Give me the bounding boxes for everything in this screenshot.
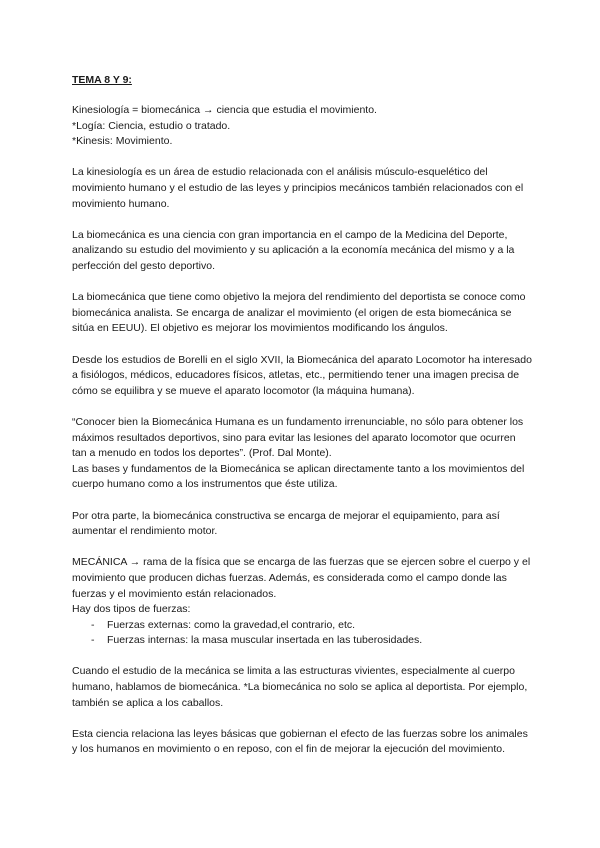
page-title: TEMA 8 Y 9: <box>72 74 132 86</box>
paragraph-bases-fundamentos: Las bases y fundamentos de la Biomecánica se aplican directamente tanto a los movimientos del cuerpo humano como a los instrumentos que éste utiliza. <box>72 462 525 491</box>
paragraph-biomecanica-constructiva: Por otra parte, la biomecánica constructiva se encarga de mejorar el equipamiento, para así aumentar el rendimiento motor. <box>72 509 500 538</box>
intro-block <box>72 103 532 150</box>
quote-dal-monte: “Conocer bien la Biomecánica Humana es un fundamento irrenunciable, no sólo para obtener los máximos resultados deportivos, sino para evitar las lesiones del aparato locomotor que ocurren tan a menudo en todos los deportes”. (Prof. Dal Monte). <box>72 415 524 460</box>
bullet-dash: - <box>91 618 95 631</box>
force-external: Fuerzas externas: como la gravedad,el contrario, etc. <box>107 618 356 631</box>
paragraph-kinesiologia: La kinesiología es un área de estudio relacionada con el análisis músculo-esquelético del movimiento humano y el estudio de las leyes y principios mecánicos también relacionados con el movimiento humano. <box>72 166 524 210</box>
paragraph-biomecanica-analista: La biomecánica que tiene como objetivo la mejora del rendimiento del deportista se conoce como biomecánica analista. Se encarga de analizar el movimiento (el origen de esta biomecánica se sitúa en EEUU). El objetivo es mejorar los movimientos modificando los ángulos. <box>72 291 526 335</box>
paragraph-estructuras-vivientes: Cuando el estudio de la mecánica se limita a las estructuras vivientes, especialmente al cuerpo humano, hablamos de biomecánica. *La biomecánica no solo se aplica al deportista. Por ejemplo, también se aplica a los caballos. <box>72 665 528 709</box>
document-page <box>72 73 532 774</box>
paragraph-leyes-basicas: Esta ciencia relaciona las leyes básicas que gobiernan el efecto de las fuerzas sobre los animales y los humanos en movimiento o en reposo, con el fin de mejorar la ejecución del movimiento. <box>72 727 528 756</box>
list-item <box>72 618 532 634</box>
list-item <box>72 633 532 649</box>
paragraph-mecanica: MECÁNICA → rama de la física que se encarga de las fuerzas que se ejercen sobre el cuerpo y el movimiento que producen dichas fuerzas. Además, es considerada como el campo donde las fuerzas y el movimiento están relacionados. <box>72 556 531 600</box>
intro-note-kinesis: *Kinesis: Movimiento. <box>72 135 173 148</box>
forces-intro: Hay dos tipos de fuerzas: <box>72 603 191 616</box>
forces-list <box>72 618 532 649</box>
quote-block <box>72 415 532 493</box>
mecanica-block <box>72 555 532 617</box>
intro-definition: Kinesiología = biomecánica → ciencia que estudia el movimiento. <box>72 104 377 117</box>
bullet-dash: - <box>91 634 95 647</box>
paragraph-borelli: Desde los estudios de Borelli en el siglo XVII, la Biomecánica del aparato Locomotor ha interesado a fisiólogos, médicos, educadores físicos, atletas, etc., permitiendo tener una imagen precisa de cómo se equilibra y se mueve el aparato locomotor (la máquina humana). <box>72 353 532 397</box>
force-internal: Fuerzas internas: la masa muscular insertada en las tuberosidades. <box>107 634 423 647</box>
intro-note-logia: *Logía: Ciencia, estudio o tratado. <box>72 119 231 132</box>
paragraph-biomecanica-medicina: La biomecánica es una ciencia con gran importancia en el campo de la Medicina del Deporte, analizando su estudio del movimiento y su aplicación a la economía mecánica del mismo y a la perfección del gesto deportivo. <box>72 228 515 273</box>
